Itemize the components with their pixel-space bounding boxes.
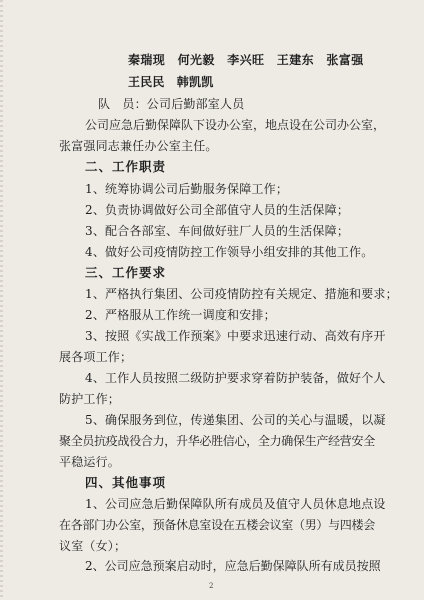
- requirement-item-3-line-2: 展各项工作；: [59, 350, 133, 364]
- requirement-item-4-line-2: 防护工作；: [59, 392, 121, 406]
- duty-item-1: 1、统筹协调公司后勤服务保障工作；: [85, 182, 289, 196]
- page-number: 2: [209, 582, 214, 590]
- scan-binding-edge: [0, 0, 3, 600]
- members-line: 队 员：公司后勤部室人员: [98, 97, 245, 111]
- requirement-item-4-line-1: 4、工作人员按照二级防护要求穿着防护装备，做好个人: [85, 371, 386, 385]
- requirement-item-2: 2、严格服从工作统一调度和安排；: [85, 308, 276, 322]
- other-item-1-line-3: 议室（女）；: [59, 539, 127, 553]
- requirement-item-5-line-1: 5、确保服务到位，传递集团、公司的关心与温暖，以凝: [85, 413, 386, 427]
- duty-item-3: 3、配合各部室、车间做好驻厂人员的生活保障；: [85, 224, 350, 238]
- section-4-title: 四、其他事项: [85, 475, 167, 490]
- names-line-1: 秦瑞现 何光毅 李兴旺 王建东 张富强: [128, 53, 364, 67]
- other-item-1-line-1: 1、公司应急后勤保障队所有成员及值守人员休息地点设: [85, 497, 386, 511]
- office-paragraph-line-2: 张富强同志兼任办公室主任。: [59, 139, 218, 153]
- office-paragraph-line-1: 公司应急后勤保障队下设办公室，地点设在公司办公室，: [85, 118, 386, 132]
- section-2-title: 二、工作职责: [85, 159, 167, 174]
- section-3-title: 三、工作要求: [85, 265, 167, 280]
- requirement-item-5-line-2: 聚全员抗疫战役合力，升华必胜信心，全力确保生产经营安全: [59, 434, 375, 448]
- requirement-item-5-line-3: 平稳运行。: [59, 455, 121, 469]
- other-item-1-line-2: 在各部门办公室，预备休息室设在五楼会议室（男）与四楼会: [59, 518, 375, 532]
- names-line-2: 王民民 韩凯凯: [128, 75, 214, 89]
- duty-item-2: 2、负责协调做好公司全部值守人员的生活保障；: [85, 203, 350, 217]
- requirement-item-3-line-1: 3、按照《实战工作预案》中要求迅速行动、高效有序开: [85, 329, 386, 343]
- duty-item-4: 4、做好公司疫情防控工作领导小组安排的其他工作。: [85, 245, 374, 259]
- requirement-item-1: 1、严格执行集团、公司疫情防控有关规定、措施和要求；: [85, 287, 398, 301]
- other-item-2-line-1: 2、公司应急预案启动时，应急后勤保障队所有成员按照: [85, 559, 381, 573]
